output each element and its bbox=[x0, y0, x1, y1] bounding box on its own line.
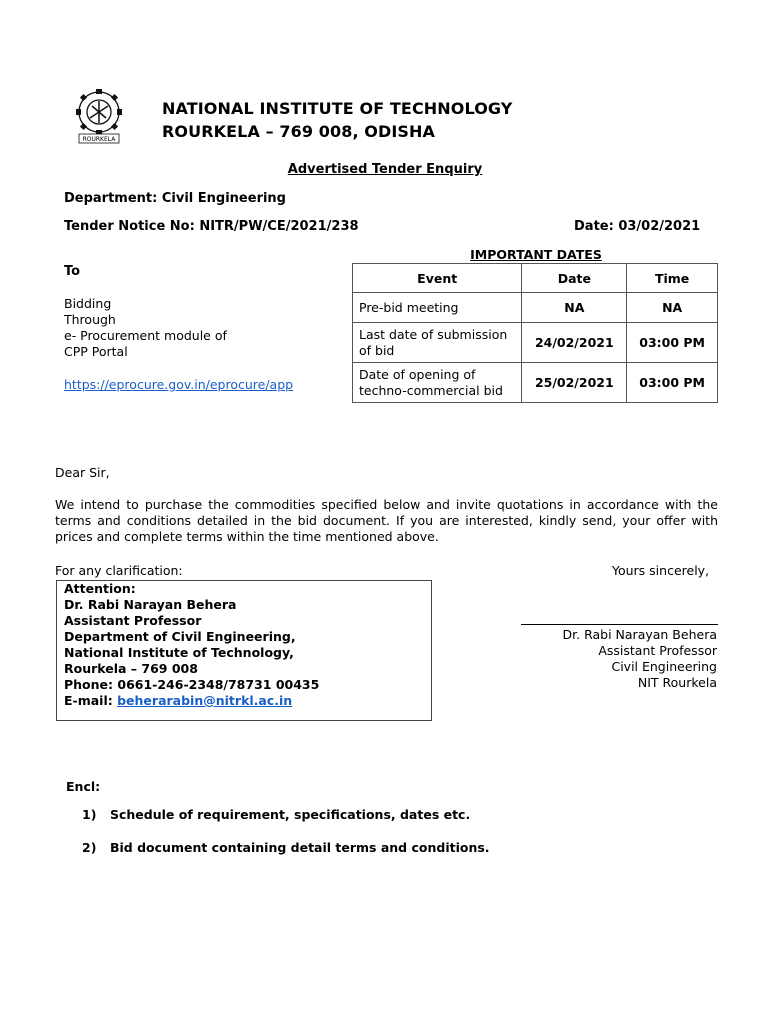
attention-label: Attention: bbox=[64, 581, 136, 596]
bidding-line: Through bbox=[64, 312, 116, 327]
date-cell: NA bbox=[522, 293, 627, 323]
bidding-line: e- Procurement module of bbox=[64, 328, 227, 343]
closing: Yours sincerely, bbox=[612, 563, 710, 578]
enclosures-label: Encl: bbox=[66, 779, 101, 794]
signatory-department: Civil Engineering bbox=[611, 659, 717, 674]
eprocure-link[interactable]: https://eprocure.gov.in/eprocure/app bbox=[64, 377, 294, 392]
contact-name: Dr. Rabi Narayan Behera bbox=[64, 597, 237, 612]
bidding-line: Bidding bbox=[64, 296, 112, 311]
time-cell: 03:00 PM bbox=[627, 323, 718, 363]
institute-line1: NATIONAL INSTITUTE OF TECHNOLOGY bbox=[162, 99, 513, 118]
contact-email-line bbox=[64, 693, 319, 709]
signature-block bbox=[563, 627, 717, 691]
table-row bbox=[353, 323, 718, 363]
time-cell: 03:00 PM bbox=[627, 363, 718, 403]
salutation: Dear Sir, bbox=[55, 465, 110, 480]
important-dates-heading: IMPORTANT DATES bbox=[470, 247, 602, 262]
logo-text: ROURKELA bbox=[82, 136, 116, 143]
institute-name bbox=[162, 97, 512, 143]
important-dates-table bbox=[352, 263, 718, 403]
email-link[interactable]: beherarabin@nitrkl.ac.in bbox=[117, 693, 293, 708]
contact-details bbox=[64, 581, 319, 709]
column-header-event: Event bbox=[353, 264, 522, 293]
department-line: Department: Civil Engineering bbox=[64, 191, 286, 206]
bidding-line: CPP Portal bbox=[64, 344, 128, 359]
contact-department: Department of Civil Engineering, bbox=[64, 629, 296, 644]
event-cell: Pre-bid meeting bbox=[353, 293, 522, 323]
clarification-label: For any clarification: bbox=[55, 563, 183, 578]
enclosure-item: Bid document containing detail terms and conditions. bbox=[110, 840, 490, 855]
table-row bbox=[353, 363, 718, 403]
to-label: To bbox=[64, 264, 81, 279]
contact-phone: Phone: 0661-246-2348/78731 00435 bbox=[64, 677, 320, 692]
signatory-name: Dr. Rabi Narayan Behera bbox=[562, 627, 717, 642]
email-label: E-mail: bbox=[64, 693, 118, 708]
institute-logo bbox=[66, 88, 132, 146]
bidding-info bbox=[64, 296, 227, 360]
letter-body: We intend to purchase the commodities specified below and invite quotations in accordance with the terms and conditions detailed in the bid document. If you are interested, kindly send, your offer with prices and complete terms within the time mentioned above. bbox=[55, 497, 718, 544]
contact-city: Rourkela – 769 008 bbox=[64, 661, 198, 676]
page-title: Advertised Tender Enquiry bbox=[287, 162, 483, 177]
contact-designation: Assistant Professor bbox=[64, 613, 202, 628]
table-header-row bbox=[353, 264, 718, 293]
event-cell: Date of opening of techno-commercial bid bbox=[353, 363, 522, 403]
date-cell: 25/02/2021 bbox=[522, 363, 627, 403]
column-header-time: Time bbox=[627, 264, 718, 293]
contact-institute: National Institute of Technology, bbox=[64, 645, 294, 660]
tender-notice-number: Tender Notice No: NITR/PW/CE/2021/238 bbox=[64, 219, 359, 234]
column-header-date: Date bbox=[522, 264, 627, 293]
table-row bbox=[353, 293, 718, 323]
signatory-institute: NIT Rourkela bbox=[637, 675, 717, 690]
time-cell: NA bbox=[627, 293, 718, 323]
event-cell: Last date of submission of bid bbox=[353, 323, 522, 363]
signature-line bbox=[521, 624, 718, 625]
enclosure-number: 2) bbox=[82, 840, 97, 855]
date-cell: 24/02/2021 bbox=[522, 323, 627, 363]
enclosure-number: 1) bbox=[82, 807, 97, 822]
institute-line2: ROURKELA – 769 008, ODISHA bbox=[162, 122, 436, 141]
signatory-designation: Assistant Professor bbox=[598, 643, 717, 658]
enclosure-item: Schedule of requirement, specifications, dates etc. bbox=[110, 807, 471, 822]
tender-date: Date: 03/02/2021 bbox=[574, 219, 701, 234]
